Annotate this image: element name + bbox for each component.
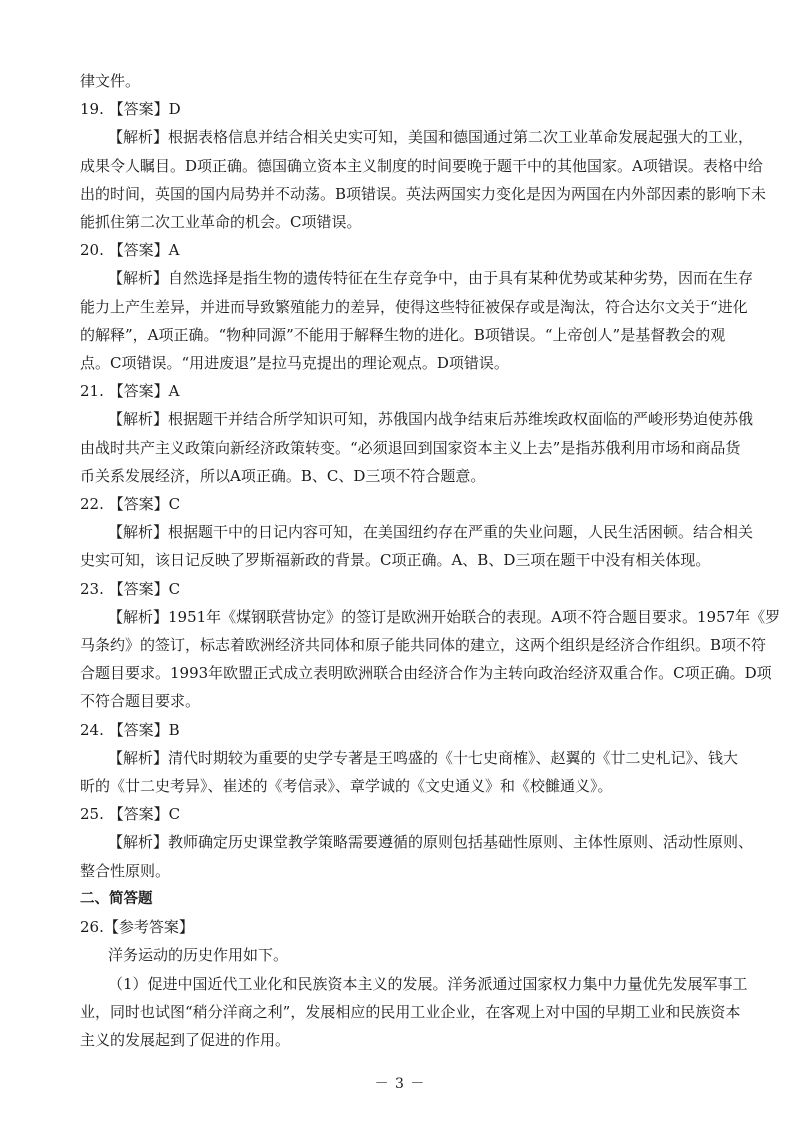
explanation-line: 【解析】教师确定历史课堂教学策略需要遵循的原则包括基础性原则、主体性原则、活动性原则、 (108, 833, 754, 852)
section-heading: 二、简答题 (80, 890, 153, 907)
explanation-line: 能力上产生差异，并进而导致繁殖能力的差异，使得这些特征被保存或是淘汰，符合达尔文关于“进化 (80, 297, 748, 316)
answer-label: 23. 【答案】C (80, 579, 181, 598)
answer-item-19 (80, 95, 767, 236)
answer-point-line: （1）促进中国近代工业化和民族资本主义的发展。洋务派通过国家权力集中力量优先发展军事工 (108, 974, 748, 993)
explanation-line: 【解析】清代时期较为重要的史学专著是王鸣盛的《十七史商榷》、赵翼的《廿二史札记》、钱大 (108, 748, 739, 767)
explanation-line: 史实可知，该日记反映了罗斯福新政的背景。C项正确。A、B、D三项在题干中没有相关体现。 (80, 551, 711, 570)
answer-point-line: 业，同时也试图“稍分洋商之利”，发展相应的民用工业企业，在客观上对中国的早期工业和民族资本 (80, 1002, 741, 1021)
explanation-line: 合题目要求。1993年欧盟正式成立表明欧洲联合由经济合作为主转向政治经济双重合作。C项正确。D项 (80, 664, 772, 683)
answer-item-25 (80, 800, 754, 885)
explanation-line: 点。C项错误。“用进废退”是拉马克提出的理论观点。D项错误。 (80, 354, 509, 373)
explanation-line: 的解释”，A项正确。“物种同源”不能用于解释生物的进化。B项错误。“上帝创人”是基督教会的观 (80, 325, 726, 344)
explanation-line: 【解析】根据题干并结合所学知识可知，苏俄国内战争结束后苏维埃政权面临的严峻形势迫使苏俄 (108, 410, 754, 429)
answer-intro: 洋务运动的历史作用如下。 (108, 946, 289, 965)
answer-item-26 (80, 913, 748, 1054)
answer-item-20 (80, 236, 754, 377)
explanation-line: 成果令人瞩目。D项正确。德国确立资本主义制度的时间要晚于题干中的其他国家。A项错误。表格中给 (80, 156, 763, 175)
explanation-line: 马条约》的签订，标志着欧洲经济共同体和原子能共同体的建立，这两个组织是经济合作组织。B项不符 (80, 636, 767, 655)
answer-label: 22. 【答案】C (80, 495, 181, 514)
explanation-line: 整合性原则。 (80, 861, 171, 880)
explanation-line: 【解析】1951年《煤钢联营协定》的签订是欧洲开始联合的表现。A项不符合题目要求。1957年《罗 (108, 607, 781, 626)
answer-label: 20. 【答案】A (80, 241, 180, 260)
document-body (80, 67, 781, 1054)
page-number: － 3 － (374, 1076, 426, 1092)
answer-item-22 (80, 490, 754, 575)
explanation-line: 不符合题目要求。 (80, 692, 201, 711)
answer-label: 19. 【答案】D (80, 100, 181, 119)
lead-line: 律文件。 (80, 72, 141, 90)
answer-label: 24. 【答案】B (80, 720, 180, 739)
answer-item-21 (80, 377, 754, 490)
explanation-line: 昕的《廿二史考异》、崔述的《考信录》、章学诚的《文史通义》和《校雠通义》。 (80, 777, 613, 796)
answer-item-23 (80, 575, 781, 716)
answer-label: 26.【参考答案】 (80, 918, 194, 937)
answer-item-24 (80, 716, 739, 801)
answer-label: 21. 【答案】A (80, 382, 180, 401)
answer-point-line: 主义的发展起到了促进的作用。 (80, 1030, 291, 1049)
explanation-line: 【解析】根据题干中的日记内容可知，在美国纽约存在严重的失业问题，人民生活困顿。结合相关 (108, 523, 754, 542)
explanation-line: 能抓住第二次工业革命的机会。C项错误。 (80, 213, 362, 232)
explanation-line: 【解析】自然选择是指生物的遗传特征在生存竞争中，由于具有某种优势或某种劣势，因而在生存 (108, 269, 754, 288)
explanation-line: 币关系发展经济，所以A项正确。B、C、D三项不符合题意。 (80, 466, 486, 485)
answer-label: 25. 【答案】C (80, 805, 181, 824)
explanation-line: 【解析】根据表格信息并结合相关史实可知，美国和德国通过第二次工业革命发展起强大的工业， (108, 128, 754, 147)
explanation-line: 由战时共产主义政策向新经济政策转变。“必须退回到国家资本主义上去”是指苏俄利用市场和商品货 (80, 438, 741, 457)
explanation-line: 出的时间，英国的国内局势并不动荡。B项错误。英法两国实力变化是因为两国在内外部因素的影响下未 (80, 184, 767, 203)
